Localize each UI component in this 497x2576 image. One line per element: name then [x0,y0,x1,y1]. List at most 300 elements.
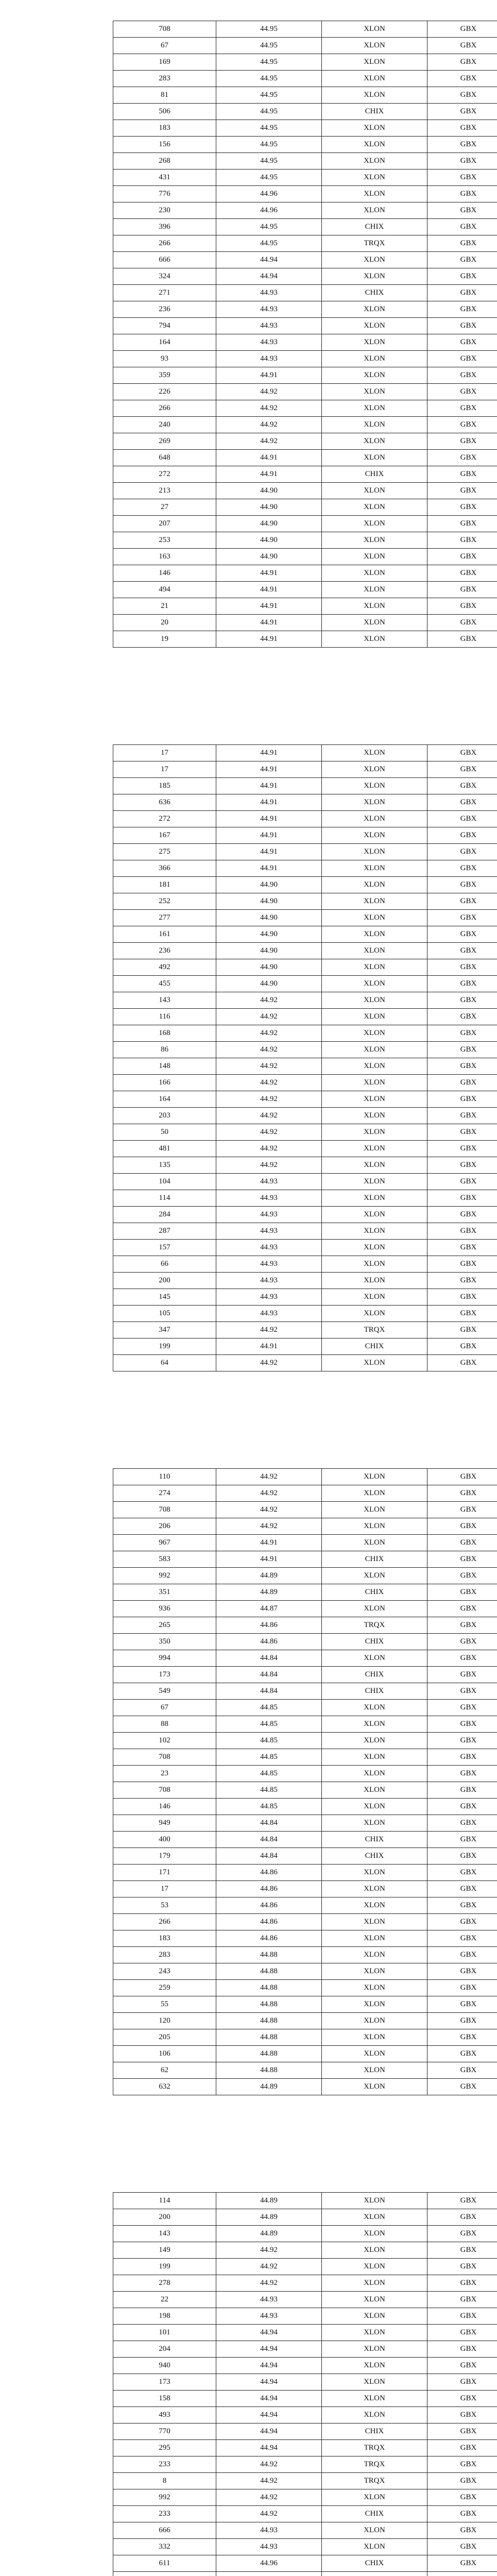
table-row [113,1782,497,1799]
volume-cell: 776 [113,186,216,202]
currency-cell: GBX [427,1667,497,1683]
venue-cell: XLON [322,334,427,351]
currency-cell: GBX [427,2079,497,2095]
price-cell: 44.86 [216,1897,322,1914]
price-cell: 44.94 [216,2325,322,2341]
table-row [113,1766,497,1782]
volume-cell: 236 [113,301,216,318]
price-cell: 44.89 [216,1584,322,1601]
table-row [113,120,497,137]
price-cell: 44.94 [216,2374,322,2391]
currency-cell: GBX [427,2259,497,2275]
price-cell: 44.86 [216,1634,322,1650]
venue-cell: XLON [322,1980,427,1996]
venue-cell: XLON [322,1256,427,1273]
volume-cell: 163 [113,549,216,565]
table-row [113,466,497,483]
currency-cell: GBX [427,1914,497,1930]
volume-cell: 493 [113,2407,216,2424]
table-row [113,877,497,893]
table-row [113,943,497,959]
price-cell: 44.92 [216,2473,322,2489]
currency-cell: GBX [427,1881,497,1897]
price-cell: 44.92 [216,1124,322,1141]
table-row [113,2062,497,2079]
volume-cell: 494 [113,582,216,598]
trades-table [113,21,497,648]
table-row [113,1009,497,1025]
currency-cell: GBX [427,2391,497,2407]
volume-cell: 940 [113,2358,216,2374]
table-row [113,2424,497,2440]
currency-cell: GBX [427,2209,497,2226]
currency-cell: GBX [427,417,497,433]
currency-cell: GBX [427,992,497,1009]
price-cell: 44.93 [216,1306,322,1322]
price-cell: 44.92 [216,2275,322,2292]
venue-cell: CHIX [322,1667,427,1683]
price-cell: 44.86 [216,1914,322,1930]
currency-cell: GBX [427,1157,497,1174]
table-row [113,1091,497,1108]
table-row [113,2259,497,2275]
volume-cell: 233 [113,2456,216,2473]
price-cell: 44.94 [216,2391,322,2407]
volume-cell: 359 [113,367,216,384]
venue-cell: XLON [322,565,427,582]
currency-cell: GBX [427,202,497,219]
table-row [113,598,497,615]
price-cell: 44.92 [216,1058,322,1075]
table-row [113,1141,497,1157]
price-cell: 44.86 [216,1930,322,1947]
price-cell: 44.92 [216,433,322,450]
table-row [113,1025,497,1042]
price-cell: 44.94 [216,2407,322,2424]
currency-cell: GBX [427,499,497,516]
table-row [113,2275,497,2292]
venue-cell: XLON [322,1075,427,1091]
table-row [113,2489,497,2506]
table-row [113,2325,497,2341]
table-row [113,910,497,926]
currency-cell: GBX [427,1650,497,1667]
volume-cell: 67 [113,1700,216,1716]
currency-cell: GBX [427,2325,497,2341]
price-cell: 44.96 [216,186,322,202]
volume-cell: 106 [113,2046,216,2062]
trades-table-body [113,745,497,1371]
venue-cell: XLON [322,1568,427,1584]
venue-cell: CHIX [322,2506,427,2522]
venue-cell: XLON [322,1009,427,1025]
table-row [113,1897,497,1914]
table-row [113,2456,497,2473]
volume-cell: 994 [113,1650,216,1667]
table-row [113,1848,497,1865]
venue-cell: XLON [322,137,427,153]
venue-cell: XLON [322,2242,427,2259]
volume-cell: 21 [113,598,216,615]
price-cell: 44.91 [216,367,322,384]
table-row [113,2506,497,2522]
price-cell: 44.95 [216,38,322,54]
currency-cell: GBX [427,450,497,466]
volume-cell [113,2572,216,2576]
venue-cell: XLON [322,1174,427,1190]
table-row [113,2308,497,2325]
currency-cell: GBX [427,384,497,400]
price-cell: 44.94 [216,268,322,285]
volume-cell: 86 [113,1042,216,1058]
price-cell: 44.95 [216,71,322,87]
table-row [113,992,497,1009]
volume-cell: 233 [113,2506,216,2522]
venue-cell: XLON [322,1535,427,1551]
table-row [113,2358,497,2374]
price-cell: 44.96 [216,2555,322,2572]
table-row [113,1749,497,1766]
venue-cell: XLON [322,400,427,417]
volume-cell: 67 [113,38,216,54]
volume-cell: 143 [113,2226,216,2242]
currency-cell: GBX [427,2489,497,2506]
table-row [113,1190,497,1207]
price-cell: 44.92 [216,2259,322,2275]
currency-cell: GBX [427,1897,497,1914]
currency-cell: GBX [427,1306,497,1322]
price-cell: 44.93 [216,1273,322,1289]
venue-cell: XLON [322,2522,427,2539]
table-row [113,1832,497,1848]
venue-cell: XLON [322,2341,427,2358]
price-cell: 44.94 [216,252,322,268]
price-cell: 44.91 [216,1535,322,1551]
price-cell: 44.85 [216,1733,322,1749]
table-row [113,21,497,38]
currency-cell: GBX [427,615,497,631]
volume-cell: 455 [113,976,216,992]
currency-cell: GBX [427,2539,497,2555]
price-cell: 44.93 [216,1207,322,1223]
table-row [113,2341,497,2358]
table-row [113,334,497,351]
currency-cell: GBX [427,926,497,943]
venue-cell: XLON [322,893,427,910]
price-cell: 44.94 [216,2440,322,2456]
currency-cell: GBX [427,1190,497,1207]
table-row [113,301,497,318]
price-cell: 44.92 [216,1141,322,1157]
currency-cell: GBX [427,2506,497,2522]
currency-cell: GBX [427,1502,497,1518]
table-row [113,367,497,384]
table-row [113,318,497,334]
price-cell: 44.91 [216,565,322,582]
volume-cell: 110 [113,1469,216,1485]
price-cell: 44.93 [216,2539,322,2555]
price-cell: 44.92 [216,1322,322,1338]
currency-cell: GBX [427,1568,497,1584]
price-cell: 44.93 [216,2308,322,2325]
currency-cell: GBX [427,318,497,334]
price-cell: 44.92 [216,1075,322,1091]
venue-cell: XLON [322,860,427,877]
volume-cell: 23 [113,1766,216,1782]
table-row [113,1322,497,1338]
table-row [113,1207,497,1223]
volume-cell: 236 [113,943,216,959]
venue-cell: TRQX [322,2456,427,2473]
currency-cell: GBX [427,433,497,450]
currency-cell: GBX [427,1289,497,1306]
table-row [113,1289,497,1306]
volume-cell: 199 [113,1338,216,1355]
currency-cell: GBX [427,1733,497,1749]
venue-cell: XLON [322,516,427,532]
currency-cell: GBX [427,844,497,860]
currency-cell: GBX [427,2473,497,2489]
volume-cell: 20 [113,615,216,631]
price-cell: 44.90 [216,943,322,959]
table-row [113,2572,497,2576]
volume-cell: 278 [113,2275,216,2292]
volume-cell: 283 [113,1947,216,1963]
price-cell: 44.92 [216,1091,322,1108]
currency-cell: GBX [427,1980,497,1996]
table-row [113,1240,497,1256]
price-cell: 44.92 [216,2456,322,2473]
venue-cell: XLON [322,2407,427,2424]
volume-cell: 275 [113,844,216,860]
currency-cell: GBX [427,1256,497,1273]
currency-cell: GBX [427,1485,497,1502]
venue-cell: XLON [322,1042,427,1058]
volume-cell: 332 [113,2539,216,2555]
venue-cell: XLON [322,992,427,1009]
currency-cell: GBX [427,811,497,827]
venue-cell: CHIX [322,1634,427,1650]
volume-cell: 164 [113,334,216,351]
table-row [113,631,497,648]
venue-cell: XLON [322,202,427,219]
price-cell: 44.89 [216,1568,322,1584]
currency-cell: GBX [427,1947,497,1963]
volume-cell: 64 [113,1355,216,1371]
table-row [113,137,497,153]
venue-cell: XLON [322,2358,427,2374]
table-row [113,1108,497,1124]
venue-cell: CHIX [322,219,427,235]
venue-cell: XLON [322,532,427,549]
volume-cell: 81 [113,87,216,104]
venue-cell: XLON [322,433,427,450]
volume-cell: 636 [113,794,216,811]
venue-cell: XLON [322,318,427,334]
currency-cell: GBX [427,1207,497,1223]
venue-cell: XLON [322,745,427,761]
table-row [113,582,497,598]
price-cell: 44.92 [216,2242,322,2259]
table-row [113,1881,497,1897]
price-cell: 44.93 [216,2522,322,2539]
table-row [113,761,497,778]
venue-cell: XLON [322,1289,427,1306]
volume-cell: 156 [113,137,216,153]
table-row [113,2079,497,2095]
currency-cell: GBX [427,860,497,877]
table-row [113,2226,497,2242]
volume-cell: 102 [113,1733,216,1749]
venue-cell: XLON [322,186,427,202]
venue-cell: XLON [322,1240,427,1256]
venue-cell: XLON [322,926,427,943]
currency-cell: GBX [427,1766,497,1782]
volume-cell: 207 [113,516,216,532]
venue-cell: XLON [322,450,427,466]
price-cell: 44.91 [216,811,322,827]
currency-cell: GBX [427,1601,497,1617]
price-cell: 44.90 [216,910,322,926]
volume-cell: 243 [113,1963,216,1980]
volume-cell: 295 [113,2440,216,2456]
currency-cell: GBX [427,598,497,615]
venue-cell: XLON [322,87,427,104]
table-row [113,976,497,992]
table-row [113,1042,497,1058]
currency-cell: GBX [427,2242,497,2259]
price-cell: 44.95 [216,137,322,153]
trades-table-block-1 [113,21,497,648]
venue-cell: XLON [322,1469,427,1485]
volume-cell: 708 [113,1782,216,1799]
volume-cell: 366 [113,860,216,877]
price-cell: 44.92 [216,1042,322,1058]
price-cell: 44.92 [216,1485,322,1502]
volume-cell: 200 [113,2209,216,2226]
currency-cell: GBX [427,2193,497,2209]
venue-cell: TRQX [322,235,427,252]
currency-cell: GBX [427,2226,497,2242]
price-cell: 44.95 [216,21,322,38]
price-cell: 44.95 [216,153,322,170]
price-cell: 44.91 [216,450,322,466]
volume-cell: 259 [113,1980,216,1996]
price-cell: 44.91 [216,761,322,778]
price-cell: 44.88 [216,1980,322,1996]
venue-cell: XLON [322,1914,427,1930]
venue-cell: XLON [322,1996,427,2013]
currency-cell: GBX [427,285,497,301]
price-cell: 44.90 [216,976,322,992]
table-row [113,615,497,631]
currency-cell: GBX [427,745,497,761]
table-row [113,2391,497,2407]
currency-cell: GBX [427,1700,497,1716]
volume-cell: 240 [113,417,216,433]
volume-cell: 268 [113,153,216,170]
table-row [113,860,497,877]
volume-cell: 183 [113,120,216,137]
venue-cell: XLON [322,1108,427,1124]
currency-cell: GBX [427,1634,497,1650]
volume-cell: 114 [113,2193,216,2209]
currency-cell: GBX [427,301,497,318]
volume-cell: 274 [113,1485,216,1502]
currency-cell: GBX [427,1058,497,1075]
venue-cell: XLON [322,417,427,433]
currency-cell: GBX [427,219,497,235]
volume-cell: 116 [113,1009,216,1025]
currency-cell [427,2572,497,2576]
volume-cell: 167 [113,827,216,844]
currency-cell: GBX [427,877,497,893]
currency-cell: GBX [427,1963,497,1980]
venue-cell: XLON [322,2391,427,2407]
venue-cell: CHIX [322,1338,427,1355]
price-cell: 44.94 [216,2424,322,2440]
venue-cell: XLON [322,2539,427,2555]
table-row [113,219,497,235]
table-row [113,1716,497,1733]
table-row [113,384,497,400]
volume-cell: 149 [113,2242,216,2259]
volume-cell: 173 [113,2374,216,2391]
trades-table [113,744,497,1371]
price-cell: 44.89 [216,2079,322,2095]
venue-cell: XLON [322,811,427,827]
table-row [113,2539,497,2555]
trades-table-body [113,1469,497,2095]
volume-cell: 169 [113,54,216,71]
currency-cell: GBX [427,516,497,532]
volume-cell: 252 [113,893,216,910]
venue-cell: XLON [322,1273,427,1289]
table-row [113,87,497,104]
volume-cell: 158 [113,2391,216,2407]
volume-cell: 8 [113,2473,216,2489]
venue-cell: XLON [322,976,427,992]
price-cell: 44.84 [216,1667,322,1683]
currency-cell: GBX [427,21,497,38]
price-cell: 44.95 [216,170,322,186]
volume-cell: 157 [113,1240,216,1256]
price-cell: 44.90 [216,549,322,565]
volume-cell: 200 [113,1273,216,1289]
price-cell: 44.93 [216,1174,322,1190]
currency-cell: GBX [427,2374,497,2391]
currency-cell: GBX [427,1108,497,1124]
volume-cell: 708 [113,1502,216,1518]
price-cell: 44.86 [216,1881,322,1897]
table-row [113,2209,497,2226]
table-row [113,1502,497,1518]
volume-cell: 171 [113,1865,216,1881]
table-row [113,1551,497,1568]
price-cell: 44.95 [216,235,322,252]
currency-cell: GBX [427,1782,497,1799]
table-row [113,202,497,219]
currency-cell: GBX [427,367,497,384]
currency-cell: GBX [427,1716,497,1733]
volume-cell: 431 [113,170,216,186]
price-cell: 44.93 [216,2292,322,2308]
currency-cell: GBX [427,2522,497,2539]
currency-cell: GBX [427,120,497,137]
volume-cell: 161 [113,926,216,943]
price-cell: 44.90 [216,959,322,976]
table-row [113,516,497,532]
